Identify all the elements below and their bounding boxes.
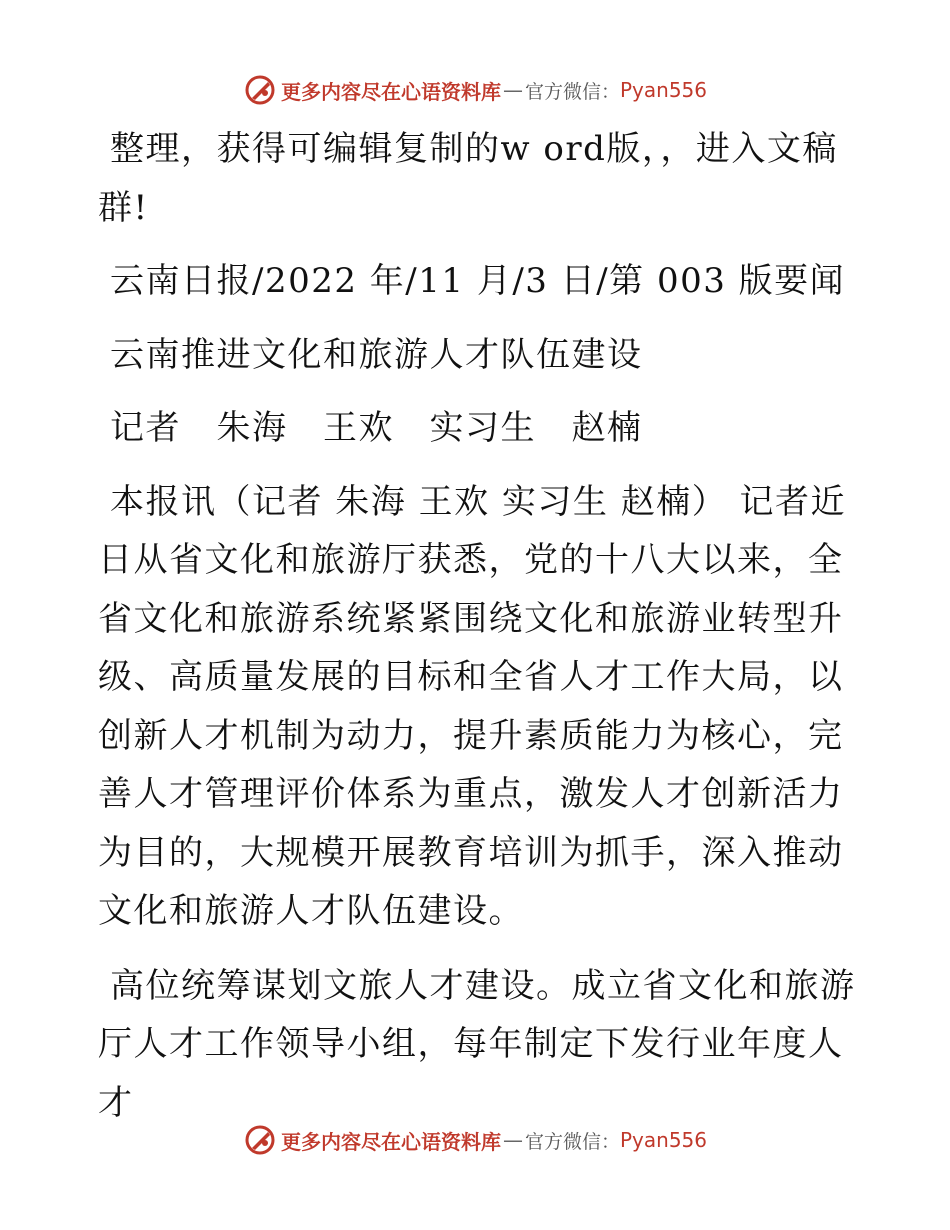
- banner-separator: —: [502, 78, 523, 102]
- paragraph-2: 高位统筹谋划文旅人才建设。成立省文化和旅游厅人才工作领导小组，每年制定下发行业年度人才: [98, 965, 856, 1123]
- byline: 记者 朱海 王欢 实习生 赵楠: [110, 408, 643, 448]
- banner-label: 官方微信：: [524, 80, 620, 103]
- quill-logo-icon: [243, 1123, 277, 1157]
- paragraph-1: 本报讯（记者 朱海 王欢 实习生 赵楠） 记者近日从省文化和旅游厅获悉，党的十八大以来，全省文化和旅游系统紧紧围绕文化和旅游业转型升级、高质量发展的目标和全省人才工作大局，以创新人才机制为动力，提升素质能力为核心，完善人才管理评价体系为重点，激发人才创新活力为目的，大规模开展教育培训为抓手，深入推动文化和旅游人才队伍建设。: [98, 481, 847, 931]
- banner-label: 官方微信：: [524, 1130, 620, 1153]
- footer-watermark-banner: [0, 1120, 950, 1160]
- quill-logo-icon: [243, 73, 277, 107]
- banner-text: 更多内容尽在心语资料库: [280, 1129, 501, 1154]
- document-body: [98, 120, 858, 1132]
- banner-wechat-id: Pyan556: [620, 1128, 708, 1152]
- banner-text: 更多内容尽在心语资料库: [280, 79, 501, 104]
- banner-separator: —: [502, 1128, 523, 1152]
- intro-line: 整理，获得可编辑复制的w ord版，，进入文稿群!: [98, 129, 838, 228]
- source-line: 云南日报/2022 年/11 月/3 日/第 003 版要闻: [110, 261, 846, 301]
- header-watermark-banner: [0, 70, 950, 110]
- article-title: 云南推进文化和旅游人才队伍建设: [110, 334, 643, 375]
- banner-wechat-id: Pyan556: [620, 78, 708, 102]
